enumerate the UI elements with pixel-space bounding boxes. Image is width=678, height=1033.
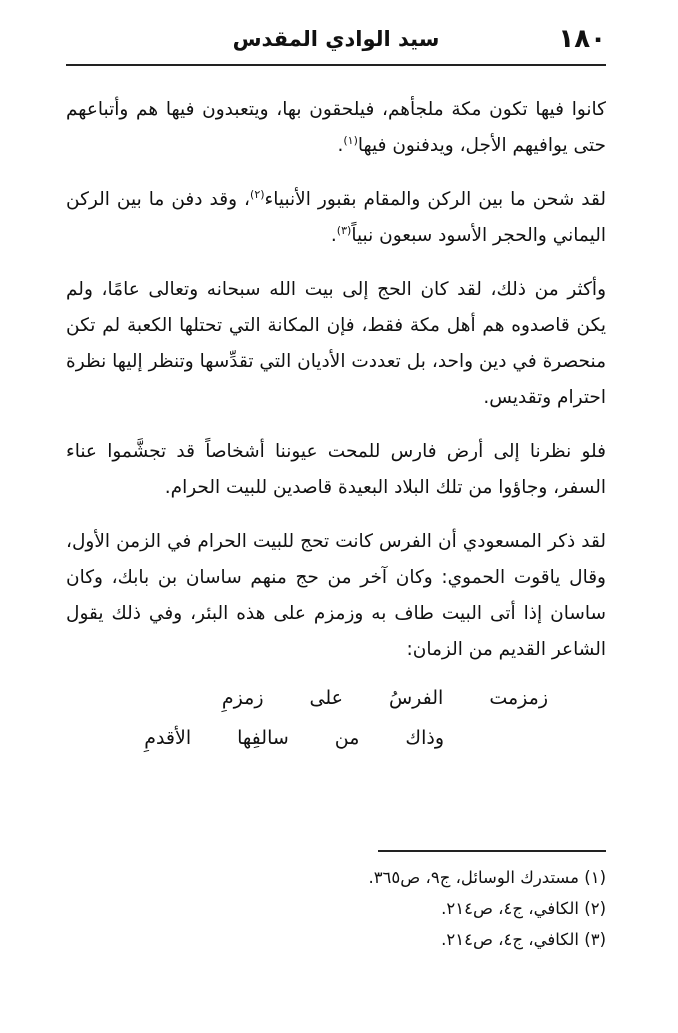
footnote-separator — [378, 850, 606, 852]
verse-word: زمزمِ — [221, 687, 264, 709]
page-number: ١٨٠ — [558, 24, 606, 54]
paragraph — [66, 524, 606, 668]
paragraph-text: ، وقد دفن ما بين الركن اليماني والحجر الأسود سبعون نبياً — [66, 189, 606, 246]
paragraph-text: . — [330, 225, 337, 246]
body-text — [66, 92, 606, 758]
footnote-ref[interactable]: (٢) — [250, 187, 265, 201]
footnote-ref[interactable]: (٣) — [336, 223, 352, 237]
paragraph-text: فلو نظرنا إلى أرض فارس للمحت عيوننا أشخاصاً قد تجشَّموا عناء السفر، وجاؤوا من تلك البلاد البعيدة قاصدين للبيت الحرام. — [66, 441, 606, 498]
footnote: (١) مستدرك الوسائل، ج٩، ص٣٦٥. — [368, 868, 606, 887]
paragraph-text: لقد ذكر المسعودي أن الفرس كانت تحج للبيت الحرام في الزمن الأول، وقال ياقوت الحموي: وكان آخر من حج منهم ساسان بن بابك، وكان ساسان إذا أتى البيت طاف به وزمزم على هذه البئر، وفي ذلك يقول الشاعر القديم من الزمان: — [66, 531, 606, 660]
verse-word: من — [334, 727, 360, 749]
book-page — [66, 18, 606, 1018]
paragraph-text: كانوا فيها تكون مكة ملجأهم، فيلحقون بها، ويتعبدون فيها هم وأتباعهم حتى يوافيهم الأجل، ويدفنون فيها — [66, 99, 606, 156]
paragraph — [66, 182, 606, 254]
verse-word: زمزمت — [489, 687, 548, 709]
paragraph — [66, 434, 606, 506]
page-header — [66, 18, 606, 66]
verse-word: على — [309, 687, 343, 709]
paragraph-text: وأكثر من ذلك، لقد كان الحج إلى بيت الله سبحانه وتعالى عامًا، ولم يكن قاصدوه هم أهل مكة فقط، فإن المكانة التي تحتلها الكعبة لم تكن منحصرة في دين واحد، بل تعددت الأديان التي تقدِّسها وتنظر إليها نظرة احترام وتقديس. — [66, 279, 606, 408]
footnote: (٢) الكافي، ج٤، ص٢١٤. — [441, 899, 606, 918]
verse-word: سالفِها — [237, 727, 289, 749]
verse-word: الأقدمِ — [144, 727, 192, 749]
footnote-ref[interactable]: (١) — [343, 133, 358, 147]
verse-word: وذاك — [405, 727, 444, 749]
verse-line-1 — [66, 678, 606, 718]
paragraph — [66, 272, 606, 416]
paragraph-text: . — [337, 135, 344, 156]
poetry-verse — [66, 678, 606, 758]
verse-line-2 — [66, 718, 606, 758]
paragraph — [66, 92, 606, 164]
footnote: (٣) الكافي، ج٤، ص٢١٤. — [441, 930, 606, 949]
verse-word: الفرسُ — [388, 687, 444, 709]
footnotes — [66, 862, 606, 955]
paragraph-text: لقد شحن ما بين الركن والمقام بقبور الأنبياء — [264, 189, 606, 210]
running-title: سيد الوادي المقدس — [232, 27, 440, 51]
